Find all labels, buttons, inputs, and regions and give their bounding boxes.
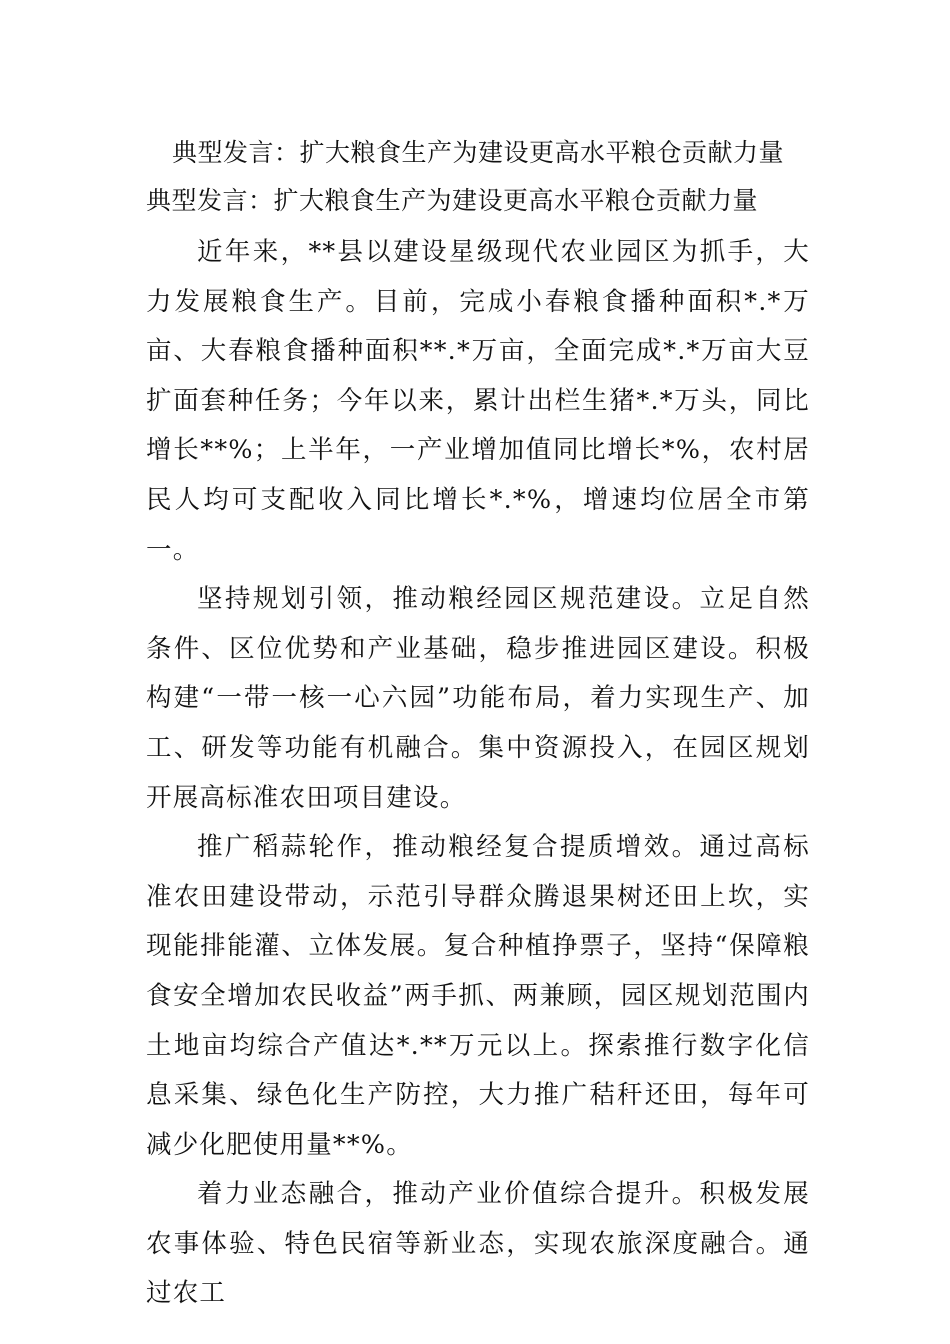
paragraph-rotation: 推广稻蒜轮作，推动粮经复合提质增效。通过高标准农田建设带动，示范引导群众腾退果树还田上坎，实现能排能灌、立体发展。复合种植挣票子，坚持“保障粮食安全增加农民收益”两手抓、两兼顾，园区规划范围内土地亩均综合产值达*.**万元以上。探索推行数字化信息采集、绿色化生产防控，大力推广秸秆还田，每年可减少化肥使用量**%。: [146, 832, 810, 1160]
document-body: [146, 228, 810, 1319]
paragraph-integration: 着力业态融合，推动产业价值综合提升。积极发展农事体验、特色民宿等新业态，实现农旅深度融合。通过农工: [146, 1179, 810, 1309]
document-title-repeat: 典型发言：扩大粮食生产为建设更高水平粮仓贡献力量: [146, 186, 759, 215]
document-title: 典型发言：扩大粮食生产为建设更高水平粮仓贡献力量: [172, 138, 785, 167]
paragraph-intro: 近年来，**县以建设星级现代农业园区为抓手，大力发展粮食生产。目前，完成小春粮食播种面积*.*万亩、大春粮食播种面积**.*万亩，全面完成*.*万亩大豆扩面套种任务；今年以来，累计出栏生猪*.*万头，同比增长**%；上半年，一产业增加值同比增长*%，农村居民人均可支配收入同比增长*.*%，增速均位居全市第一。: [146, 237, 810, 565]
paragraph-planning: 坚持规划引领，推动粮经园区规范建设。立足自然条件、区位优势和产业基础，稳步推进园区建设。积极构建“一带一核一心六园”功能布局，着力实现生产、加工、研发等功能有机融合。集中资源投入，在园区规划开展高标准农田项目建设。: [146, 584, 810, 813]
